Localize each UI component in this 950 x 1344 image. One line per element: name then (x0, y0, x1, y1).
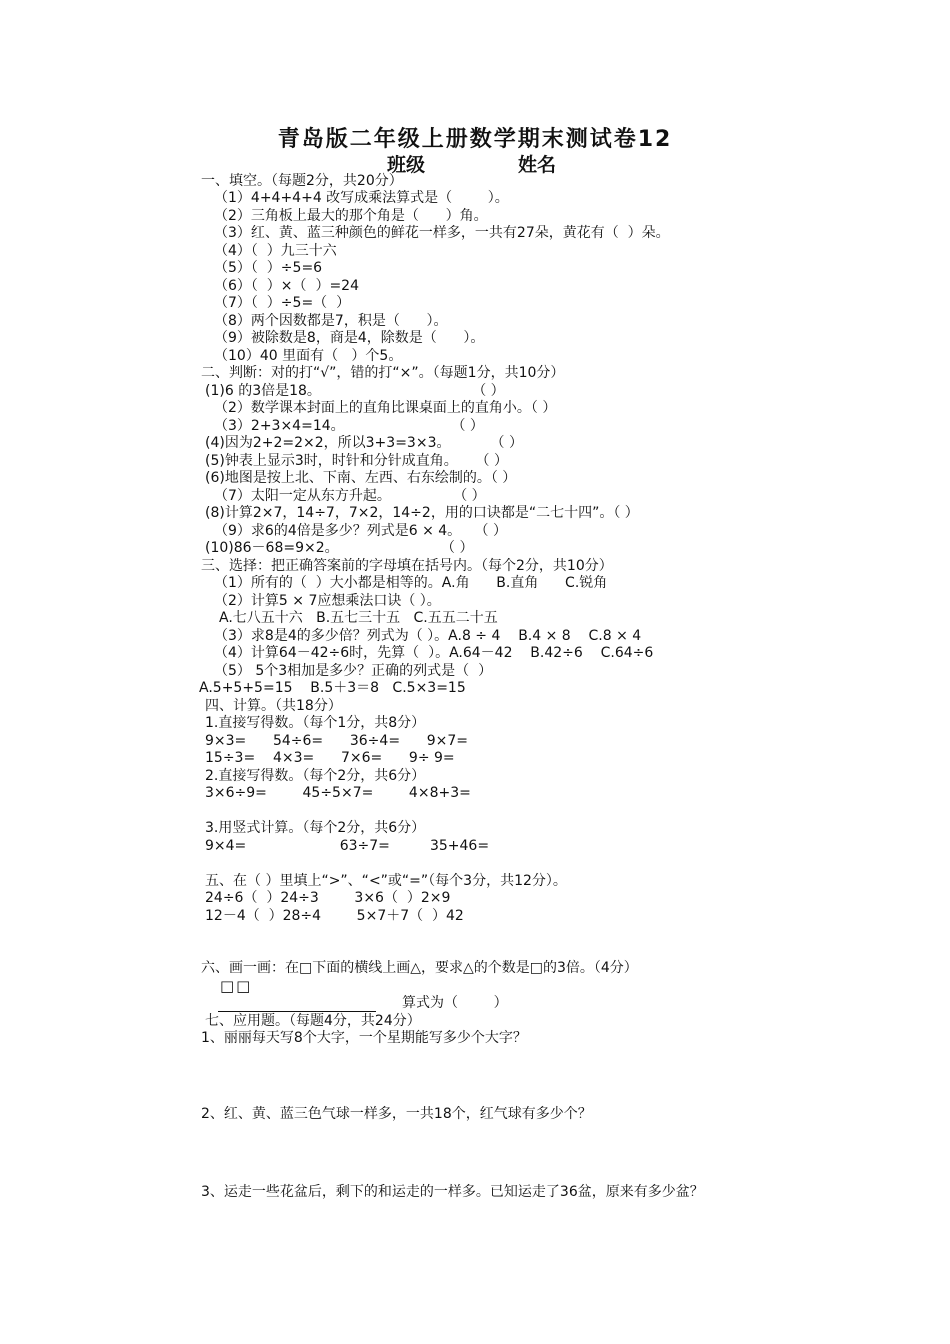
question-line: 15÷3= 4×3= 7×6= 9÷ 9= (205, 750, 455, 766)
question-line: （9）求6的4倍是多少？列式是6 × 4。 （ ） (214, 523, 507, 539)
question-line: 二、判断：对的打“√”，错的打“×”。（每题1分，共10分） (201, 365, 565, 381)
question-line: □□ (220, 977, 253, 995)
class-label: 班级 (387, 154, 426, 176)
question-line: （2）三角板上最大的那个角是（ ）角。 (214, 208, 488, 224)
question-line: 四、计算。（共18分） (205, 698, 342, 714)
question-line: (5)钟表上显示3时，时针和分针成直角。 （ ） (205, 453, 508, 469)
question-line: 六、画一画：在□下面的横线上画△，要求△的个数是□的3倍。（4分） (201, 960, 638, 976)
question-line: A.七八五十六 B.五七三十五 C.五五二十五 (219, 610, 498, 626)
drawing-line (218, 997, 376, 1012)
question-line: (1)6 的3倍是18。 （ ） (205, 383, 505, 399)
question-line: 9×4= 63÷7= 35+46= (205, 838, 490, 854)
question-line: （4）（ ）九三十六 (214, 243, 337, 259)
question-line: （3）红、黄、蓝三种颜色的鲜花一样多，一共有27朵，黄花有（ ）朵。 (214, 225, 670, 241)
question-line: （3）求8是4的多少倍？列式为（ ）。A.8 ÷ 4 B.4 × 8 C.8 × 4 (214, 628, 642, 644)
question-line: 七、应用题。（每题4分，共24分） (205, 1013, 421, 1029)
question-line: （9）被除数是8，商是4，除数是（ ）。 (214, 330, 485, 346)
question-line: 2、红、黄、蓝三色气球一样多，一共18个，红气球有多少个？ (201, 1106, 592, 1122)
question-line: 3×6÷9= 45÷5×7= 4×8+3= (205, 785, 471, 801)
question-line: （7）太阳一定从东方升起。 （ ） (214, 488, 486, 504)
question-line: 三、选择：把正确答案前的字母填在括号内。（每个2分，共10分） (201, 558, 613, 574)
question-line: （1）所有的（ ）大小都是相等的。A.角 B.直角 C.锐角 (214, 575, 608, 591)
question-line: （7）（ ）÷5=（ ） (214, 295, 351, 311)
question-line: (8)计算2×7，14÷7，7×2，14÷2，用的口诀都是“二七十四”。（ ） (205, 505, 639, 521)
question-line: 3.用竖式计算。（每个2分，共6分） (205, 820, 426, 836)
question-line: 9×3= 54÷6= 36÷4= 9×7= (205, 733, 469, 749)
question-line: （8）两个因数都是7，积是（ ）。 (214, 313, 448, 329)
question-line: （5） 5个3相加是多少？正确的列式是（ ） (214, 663, 493, 679)
question-line: （2）数学课本封面上的直角比课桌面上的直角小。（ ） (214, 400, 557, 416)
question-line: (10)86－68=9×2。 （ ） (205, 540, 474, 556)
question-line: （3）2+3×4=14。 （ ） (214, 418, 484, 434)
question-line (218, 994, 508, 1012)
formula-label: 算式为（ ） (402, 995, 508, 1011)
question-line: （2）计算5 × 7应想乘法口诀（ ）。 (214, 593, 441, 609)
question-line: （1）4+4+4+4 改写成乘法算式是（ ）。 (214, 190, 509, 206)
question-line: (4)因为2+2=2×2，所以3+3=3×3。 （ ） (205, 435, 523, 451)
question-line: 1.直接写得数。（每个1分，共8分） (205, 715, 426, 731)
question-line: （6）（ ）×（ ）=24 (214, 278, 359, 294)
question-line: 12－4（ ）28÷4 5×7＋7（ ）42 (205, 908, 464, 924)
question-line: （5）（ ）÷5=6 (214, 260, 323, 276)
question-line: （4）计算64－42÷6时，先算（ ）。A.64－42 B.42÷6 C.64÷6 (214, 645, 654, 661)
name-label: 姓名 (518, 154, 557, 176)
question-line: (6)地图是按上北、下南、左西、右东绘制的。（ ） (205, 470, 517, 486)
question-line: 一、填空。（每题2分，共20分） (201, 173, 403, 189)
question-line: （10）40 里面有（ ）个5。 (214, 348, 403, 364)
question-line: 五、在（ ）里填上“>”、“<”或“=”（每个3分，共12分）。 (205, 873, 567, 889)
question-line: 3、运走一些花盆后，剩下的和运走的一样多。已知运走了36盆，原来有多少盆？ (201, 1184, 704, 1200)
page-title: 青岛版二年级上册数学期末测试卷12 (277, 127, 673, 152)
question-line: 1、丽丽每天写8个大字，一个星期能写多少个大字？ (201, 1030, 527, 1046)
question-line: 2.直接写得数。（每个2分，共6分） (205, 768, 426, 784)
question-line: A.5+5+5=15 B.5＋3＝8 C.5×3=15 (199, 680, 466, 696)
question-line: 24÷6（ ）24÷3 3×6（ ）2×9 (205, 890, 451, 906)
